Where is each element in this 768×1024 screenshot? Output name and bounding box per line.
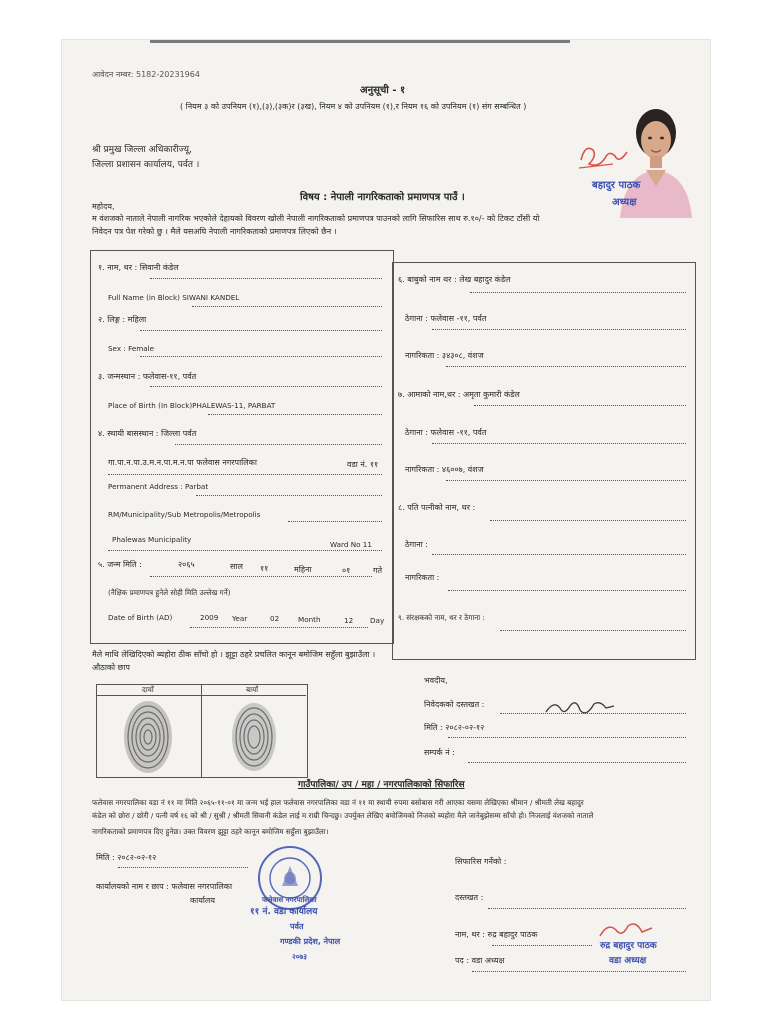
recommender-label: सिफारिस गर्नेको : (455, 857, 507, 866)
thumb-right-label: दायाँ (142, 685, 154, 694)
recommender-name: नाम, थर : रुद्र बहादुर पाठक (455, 930, 538, 939)
thumbprint-label: औठाको छाप (92, 663, 130, 672)
field-father-citizenship-line (446, 366, 686, 367)
field-ward-np: वडा नं. ११ (347, 460, 379, 469)
field-birth-place-en: Place of Birth (In Block)PHALEWAS-11, PARBAT (108, 401, 276, 410)
salutation: महोदय, (92, 202, 115, 211)
field-mother-line (474, 405, 686, 406)
field-sex: Sex : Female (108, 344, 155, 353)
field-dob-year-word: साल (230, 562, 243, 571)
recommendation-date: मिति : २०८२-०२-१२ (96, 853, 157, 862)
field-rm-line (288, 521, 382, 522)
field-sex-line (140, 356, 382, 357)
recommendation-line1: फलेवास नगरपालिका वडा नं ११ मा मिति २०६५-११-०१ मा जन्म भई हाल फलेवास नगरपालिका वडा नं ११ मा स्थायी रुपमा बसोबास गरी आएका यसमा लेखिएका श्रीमान / श्रीमती लेख बहादुर (92, 798, 584, 807)
field-dob-day: ०१ (342, 566, 351, 575)
round-stamp-line5: २०७३ (292, 952, 307, 961)
top-edge-line (150, 40, 570, 43)
body-text-line1: म वंशजको नाताले नेपाली नागरिक भएकोले देहायको विवरण खोली नेपाली नागरिकताको प्रमाणपत्र पाउनको लागि सिफारिस साथ रु.१०/- को टिकट टाँसी यो (92, 214, 540, 223)
field-dob-ad-year: 2009 (200, 613, 219, 622)
field-father-address: ठेगाना : फलेवास -११, पर्वत (405, 314, 487, 323)
field-permanent-en: Permanent Address : Parbat (108, 482, 209, 491)
field-spouse-address-line (432, 554, 686, 555)
field-municipality-en-line (108, 550, 382, 551)
recommender-signature-label: दस्तखत : (455, 893, 484, 902)
stamp-bottom-title: वडा अध्यक्ष (609, 956, 647, 966)
round-stamp-line4: गण्डकी प्रदेश, नेपाल (280, 937, 341, 946)
field-full-name-line (192, 306, 382, 307)
field-dob-month: ११ (260, 564, 269, 573)
field-dob-ad-month-word: Month (298, 615, 321, 624)
field-municipality-np: गा.पा.न.पा.उ.म.न.पा.म.न.पा फलेवास नगरपालिका (108, 458, 257, 467)
field-dob-year: २०६५ (178, 560, 195, 569)
applicant-signature (540, 694, 620, 722)
field-mother-address-line (432, 443, 686, 444)
stamp-top-title: अध्यक्ष (612, 197, 637, 208)
round-stamp-line2: ११ नं. वडा कार्यालय (250, 907, 318, 917)
field-full-name: Full Name (in Block) SIWANI KANDEL (108, 293, 240, 302)
field-dob-note: (नैक्षिक प्रमाणपत्र हुनेले सोही मिति उल्लेख गर्ने) (108, 588, 231, 597)
applicant-date: मिति : २०८२-०२-१२ (424, 723, 485, 732)
recommender-signature-line (488, 908, 686, 909)
recommendation-date-line (118, 867, 248, 868)
field-father: ६. बाबुको नाम थर : लेख बहादुर कंडेल (398, 275, 511, 284)
round-stamp-line1: फलेवास नगरपालिका (262, 895, 317, 904)
field-guardian: ९. संरक्षकको नाम, थर र ठेगाना : (398, 613, 485, 622)
left-thumbprint-image (226, 697, 282, 773)
office-name-line2: कार्यालय (190, 896, 215, 905)
addressee-line2: जिल्ला प्रशासन कार्यालय, पर्वत । (92, 160, 200, 170)
thumb-left-label: बायाँ (246, 685, 258, 694)
field-spouse-citizenship: नागरिकता : (405, 573, 440, 582)
addressee-line1: श्री प्रमुख जिल्ला अधिकारीज्यू, (92, 145, 192, 155)
thumbprint-header-line (96, 695, 306, 696)
field-spouse-address: ठेगाना : (405, 540, 428, 549)
form-left-box (90, 250, 394, 644)
field-father-line (470, 292, 686, 293)
applicant-contact-line (468, 762, 686, 763)
stamp-top-name: बहादुर पाठक (592, 180, 641, 191)
field-gender: २. लिङ्ग : महिला (98, 315, 147, 324)
field-mother-address: ठेगाना : फलेवास -११, पर्वत (405, 428, 487, 437)
field-father-address-line (432, 329, 686, 330)
application-number: आवेदन नम्बर: 5182-20231964 (92, 70, 200, 79)
official-signature-top (575, 138, 635, 176)
field-permanent-en-line (196, 495, 382, 496)
recommendation-line2: कंडेल को छोरा / छोरी / पत्नी वर्ष १६ को श्री / सुश्री / श्रीमती सिवानी कंडेल लाई म राम्री चिन्दछु। उपर्युक्त लेखिए बमोजिमको निजको ब्यहोरा मैले जानेबुझेसम्म साँचो हो। निजलाई वंशजको नाताले (92, 811, 594, 820)
round-stamp-line3: पर्वत (290, 922, 304, 931)
field-birth-place-en-line (208, 414, 382, 415)
field-name-np-line (150, 278, 382, 279)
recommendation-title: गाउँपालिका/ उप / महा / नगरपालिकाको सिफारिस (298, 780, 465, 790)
field-mother: ७. आमाको नाम,थर : अमृता कुमारी कंडेल (398, 390, 520, 399)
field-dob-ad-line (190, 627, 368, 628)
field-mother-citizenship-line (446, 480, 686, 481)
office-name-label: कार्यालयको नाम र छाप : फलेवास नगरपालिका (96, 882, 233, 891)
field-dob-day-word: गते (373, 566, 383, 575)
field-spouse-line (490, 520, 686, 521)
recommender-name-line (492, 945, 592, 946)
field-spouse-citizenship-line (448, 590, 686, 591)
field-dob-ad-label: Date of Birth (AD) (108, 613, 173, 622)
field-dob-line (150, 576, 372, 577)
recommender-post: पद : वडा अध्यक्ष (455, 956, 505, 965)
right-thumbprint-image (118, 697, 178, 775)
recommender-post-line (472, 971, 686, 972)
body-text-line2: निवेदन पत्र पेश गरेको छु । मैले यसअघि नेपाली नागरिकताको प्रमाणपत्र लिएको छैन । (92, 227, 337, 236)
yours-faithfully: भवदीय, (424, 676, 448, 685)
field-dob-ad-day-word: Day (370, 616, 385, 625)
thumbprint-divider (201, 684, 202, 777)
schedule-title: अनुसूची - १ (360, 85, 406, 96)
field-ward-en: Ward No 11 (330, 540, 372, 549)
field-dob-month-word: महिना (294, 565, 312, 574)
field-municipality-en: Phalewas Municipality (112, 535, 192, 544)
field-guardian-line (500, 630, 686, 631)
rule-reference: ( नियम ३ को उपनियम (१),(३),(३क)र (३ख), नियम ४ को उपनियम (१),र नियम १६ को उपनियम (१) संग सम्बन्धित ) (180, 102, 527, 111)
field-municipality-np-line (108, 474, 382, 475)
field-dob-ad-year-word: Year (232, 614, 248, 623)
field-birth-place: ३. जन्मस्थान : फलेवास-११, पर्वत (98, 372, 197, 381)
applicant-signature-label: निवेदकको दस्तखत : (424, 700, 485, 709)
field-dob-ad-day: 12 (344, 616, 354, 625)
field-permanent-line (175, 444, 382, 445)
stamp-bottom-name: रुद्र बहादुर पाठक (600, 941, 657, 951)
applicant-date-line (448, 737, 686, 738)
declaration-text: मैले माथि लेखिदिएको ब्यहोरा ठीक साँचो हो । झुट्टा ठहरे प्रचलित कानून बमोजिम सहुँला बुझाउँला । (92, 650, 376, 659)
subject-line: विषय : नेपाली नागरिकताको प्रमाणपत्र पाउँ । (300, 192, 465, 203)
field-mother-citizenship: नागरिकता : ४६००७, वंशज (405, 465, 484, 474)
applicant-contact: सम्पर्क नं : (424, 748, 455, 757)
field-dob-ad-month: 02 (270, 614, 280, 623)
field-permanent-address: ४. स्थायी बासस्थान : जिल्ला पर्वत (98, 429, 197, 438)
field-name-np: १. नाम, थर : सिवानी कंडेल (98, 263, 179, 272)
field-father-citizenship: नागरिकता : ३४३०८, वंशज (405, 351, 484, 360)
field-spouse: ८. पति पत्नीको नाम, थर : (398, 503, 476, 512)
field-gender-line (140, 330, 382, 331)
field-dob-label: ५. जन्म मिति : (98, 560, 142, 569)
field-rm-label: RM/Municipality/Sub Metropolis/Metropolis (108, 510, 261, 519)
field-birth-place-line (150, 386, 382, 387)
recommendation-line3: नागरिकताको प्रमाणपत्र दिए हुनेछ। उक्त विवरण झुट्टा ठहरे कानून बमोजिम सहुँला बुझाउँला। (92, 827, 329, 836)
